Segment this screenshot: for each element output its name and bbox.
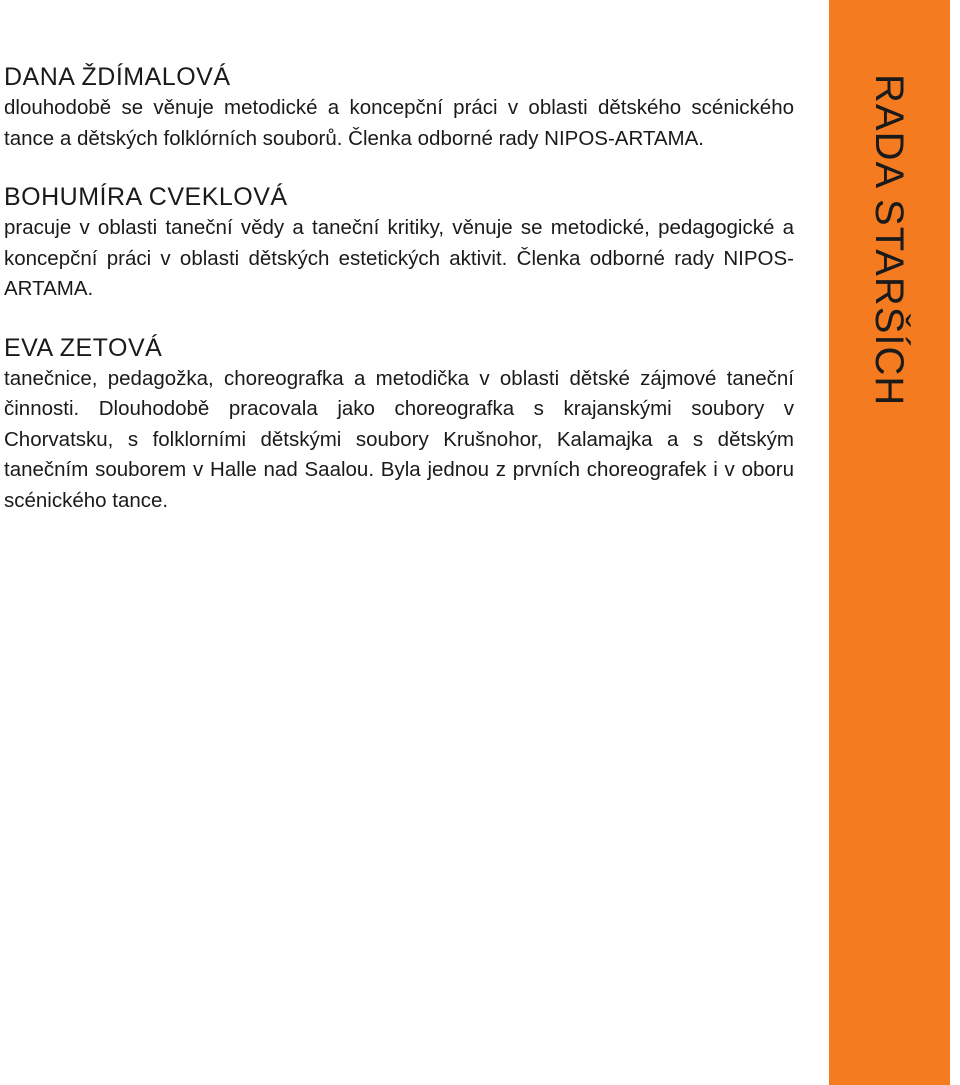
person-name: BOHUMÍRA CVEKLOVÁ xyxy=(4,183,288,211)
section-title: RADA STARŠÍCH xyxy=(867,74,911,407)
person-entry xyxy=(4,62,794,154)
person-bio: pracuje v oblasti taneční vědy a taneční kritiky, věnuje se metodické, pedagogické a koncepční práci v oblasti dětských estetických aktivit. Členka odborné rady NIPOS-ARTAMA. xyxy=(4,216,794,300)
person-name: EVA ZETOVÁ xyxy=(4,333,163,362)
people-list xyxy=(4,62,794,544)
person-bio: dlouhodobě se věnuje metodické a koncepční práci v oblasti dětského scénického tance a dětských folklórních souborů. Členka odborné rady NIPOS-ARTAMA. xyxy=(4,96,794,150)
section-sidebar xyxy=(829,0,950,1085)
person-entry xyxy=(4,333,794,517)
person-bio: tanečnice, pedagožka, choreografka a metodička v oblasti dětské zájmové taneční činnosti. Dlouhodobě pracovala jako choreografka s krajanskými soubory v Chorvatsku, s folklorními dětskými soubory Krušnohor, Kalamajka a s dětským tanečním souborem v Halle nad Saalou. Byla jednou z prvních choreografek i v oboru scénického tance. xyxy=(4,366,794,512)
person-entry xyxy=(4,182,794,305)
person-name: DANA ŽDÍMALOVÁ xyxy=(4,63,231,91)
